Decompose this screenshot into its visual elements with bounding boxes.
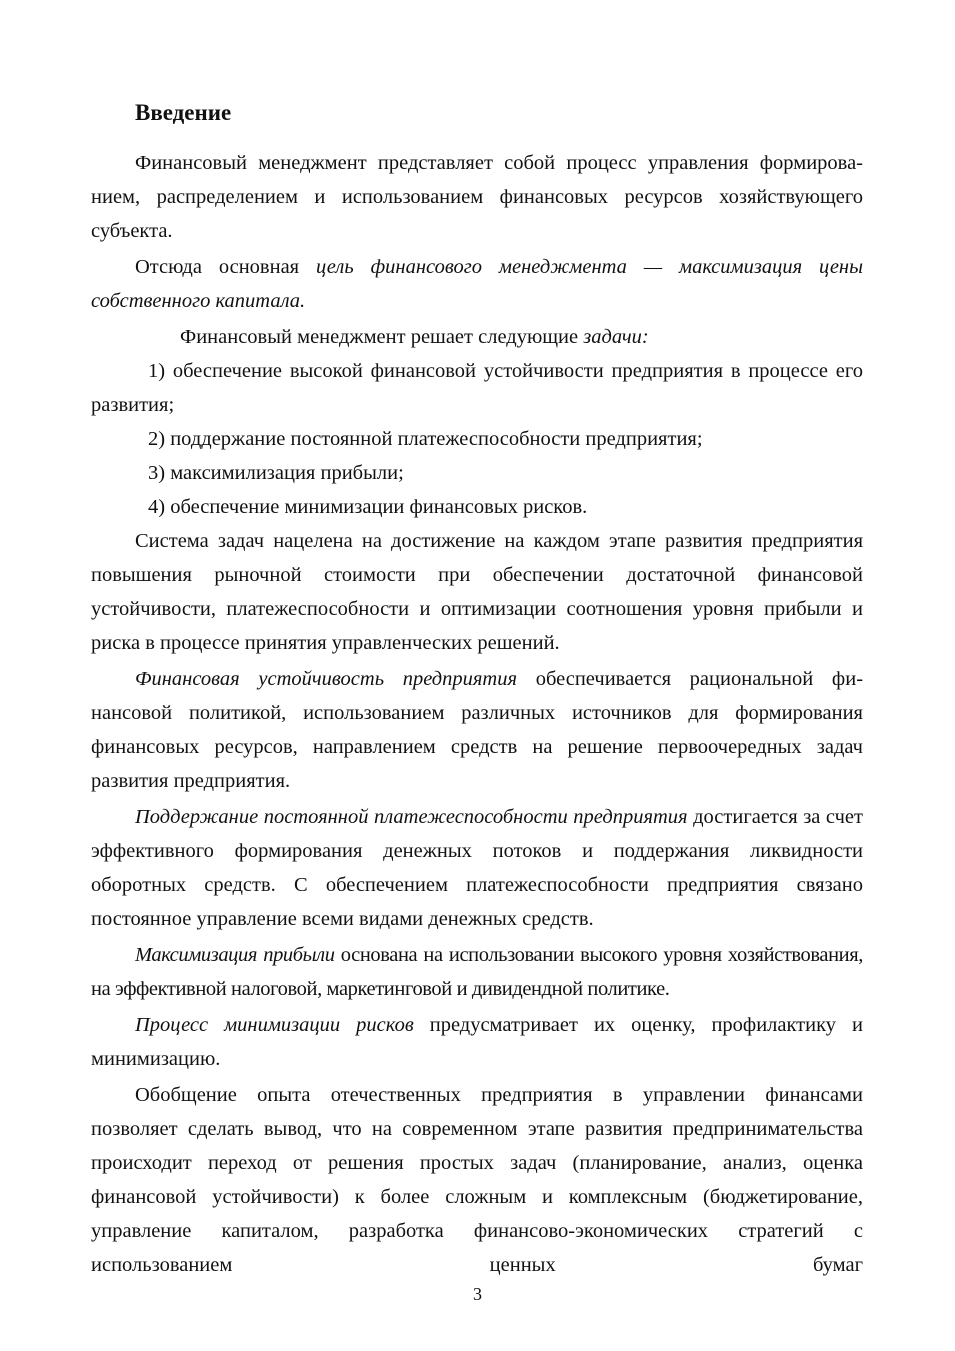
task-item: 3) максимилизация прибыли; bbox=[148, 462, 404, 484]
page-number: 3 bbox=[473, 1284, 482, 1304]
body-text bbox=[91, 146, 863, 1282]
page-title: Введение bbox=[135, 100, 232, 125]
risk-emphasis: Процесс минимизации рисков bbox=[135, 1014, 414, 1036]
stability-emphasis: Финансовая устойчивость предприятия bbox=[135, 668, 518, 690]
risk-text: предусматривает их оценку, профилактику и минимизацию. bbox=[91, 1014, 864, 1070]
solvency-text: достигается за счет эффективного формирования денежных потоков и поддержания ликвидности оборотных средств. С обеспечением платежеспособности предприятия связано постоянное управление всеми видами денежных средств. bbox=[91, 806, 863, 930]
tasks-intro: Финансовый менеджмент решает следующие bbox=[180, 326, 584, 348]
stability-text: обеспечивается рациональной финансовой политикой, использованием различных источников для формирования финансовых ресурсов, направлением средств на решение первоочередных задач развития предприятия. bbox=[91, 668, 864, 792]
paragraph-stability bbox=[91, 662, 863, 798]
goal-intro: Отсюда основная bbox=[135, 256, 317, 278]
task-item: 2) поддержание постоянной платежеспособности предприятия; bbox=[148, 428, 703, 450]
task-item: 1) обеспечение высокой финансовой устойчивости предприятия в процессе его развития; bbox=[91, 360, 863, 416]
profit-emphasis: Максимизация прибыли bbox=[135, 944, 335, 966]
paragraph-task-system: Система задач нацелена на достижение на каждом этапе развития предприятия повышения рыночной стоимости при обеспечении достаточной финансовой устойчивости, платежеспособности и оптимизации соотношения уровня прибыли и риска в процессе принятия управленческих решений. bbox=[91, 530, 863, 654]
paragraph-goal bbox=[91, 250, 863, 318]
goal-emphasis: цель финансового менеджмента — максимизация цены собственного капитала. bbox=[91, 256, 863, 312]
paragraph-tasks-intro bbox=[91, 320, 863, 354]
paragraph-summary: Обобщение опыта отечественных предприятия в управлении финансами позволяет сделать вывод, что на современном этапе развития предпринимательства происходит переход от решения простых задач (планирование, анализ, оценка финансовой устойчивости) к более сложным и комплексным (бюджетирование, управление капиталом, разработка финансово-экономических стратегий с использованием ценных бумаг bbox=[91, 1084, 863, 1276]
paragraph-risk bbox=[91, 1008, 863, 1076]
paragraph-profit bbox=[91, 938, 863, 1006]
profit-text: основана на использовании высокого уровня хозяйствования, на эффективной налоговой, маркетинговой и дивидендной политике. bbox=[91, 944, 863, 1000]
tasks-emphasis: задачи: bbox=[583, 326, 649, 348]
paragraph-solvency bbox=[91, 800, 863, 936]
solvency-emphasis: Поддержание постоянной платежеспособности предприятия bbox=[135, 806, 688, 828]
paragraph-definition: Финансовый менеджмент представляет собой процесс управления формированием, распределением и использованием финансовых ресурсов хозяйствующего субъекта. bbox=[91, 152, 863, 242]
task-item: 4) обеспечение минимизации финансовых рисков. bbox=[148, 496, 588, 518]
